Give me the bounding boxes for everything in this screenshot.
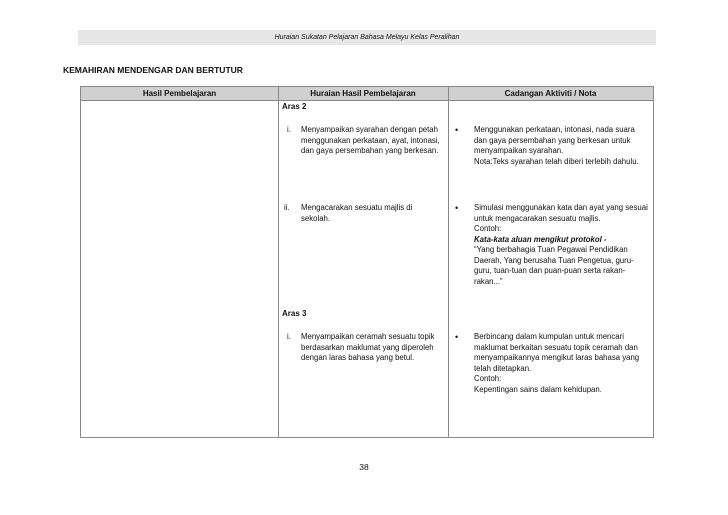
aras-2-item-2-activity (474, 203, 649, 287)
bullet-icon: • (455, 203, 459, 213)
column-divider (448, 87, 449, 437)
aras-2-item-1-activity (474, 125, 649, 167)
contoh-label: Contoh: (474, 224, 502, 233)
column-header-cadangan: Cadangan Aktiviti / Nota (504, 89, 597, 98)
nota-text: Teks syarahan telah diberi terlebih dahulu. (492, 156, 639, 166)
aras-2-label: Aras 2 (282, 102, 307, 111)
aras-2-item-1-text: Menyampaikan syarahan dengan petah menggunakan perkataan, ayat, intonasi, dan gaya persembahan yang berkesan. (301, 125, 440, 155)
activity-text: Berbincang dalam kumpulan untuk mencari maklumat berkaitan sesuatu topik ceramah dan menyampaikannya mengikut laras bahasa yang telah ditetapkan. (474, 332, 640, 373)
item-number: i. (287, 332, 291, 341)
activity-text: Menggunakan perkataan, intonasi, nada suara dan gaya persembahan yang berkesan untuk menyampaikan syarahan. (474, 125, 635, 155)
header-title: Huraian Sukatan Pelajaran Bahasa Melayu Kelas Peralihan (274, 34, 460, 41)
item-number: i. (287, 125, 291, 134)
contoh-bold-text: Kata-kata aluan mengikut protokol - (474, 234, 607, 244)
bullet-icon: • (455, 125, 459, 135)
aras-2-item-2-text: Mengacarakan sesuatu majlis di sekolah. (301, 203, 413, 223)
table-header-row (81, 87, 653, 101)
nota-label: Nota: (474, 156, 493, 166)
running-header (78, 30, 656, 45)
activity-text: Simulasi menggunakan kata dan ayat yang sesuai untuk mengacarakan sesuatu majlis. (474, 203, 648, 223)
nota-line (474, 157, 649, 168)
column-header-hasil: Hasil Pembelajaran (142, 89, 217, 98)
section-title: KEMAHIRAN MENDENGAR DAN BERTUTUR (63, 65, 243, 75)
bullet-icon: • (455, 332, 459, 342)
item-number: ii. (284, 203, 290, 212)
aras-3-item-1-text: Menyampaikan ceramah sesuatu topik berdasarkan maklumat yang diperoleh dengan laras bahasa yang betul. (301, 332, 435, 362)
contoh-text: Kepentingan sains dalam kehidupan. (474, 384, 602, 394)
content-table (80, 86, 654, 438)
page-number: 38 (359, 462, 369, 472)
column-header-huraian: Huraian Hasil Pembelajaran (310, 89, 416, 98)
aras-3-label: Aras 3 (282, 309, 307, 318)
column-divider (278, 87, 279, 437)
contoh-label: Contoh: (474, 374, 502, 383)
aras-3-item-1-activity (474, 332, 649, 395)
contoh-text: “Yang berbahagia Tuan Pegawai Pendidikan Daerah, Yang berusaha Tuan Pengetua, guru-guru, tuan-tuan dan puan-puan serta rakan-rakan...” (474, 245, 634, 286)
